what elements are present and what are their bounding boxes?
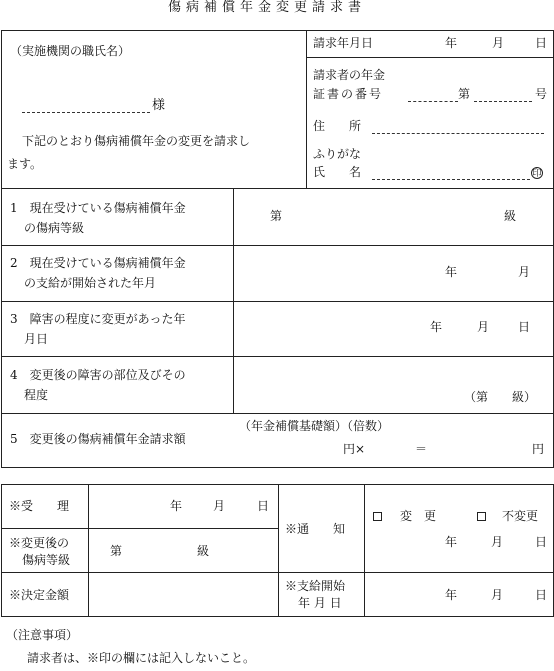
row4-grade[interactable]: （第 級） [464,390,537,404]
sama-label: 様 [152,98,166,113]
row-label-divider [233,188,234,413]
change-label: 変 更 [400,509,437,523]
row1-kyu[interactable]: 級 [504,209,517,223]
row5-subtitle: （年金補償基礎額）（倍数） [239,419,390,433]
row1-label-line1: 1 現在受けている傷病補償年金 [10,201,186,215]
office-label-divider-left [88,484,89,617]
row-line [1,188,554,189]
notice-month[interactable]: 月 [491,535,504,549]
row2-label-line2: の支給が開始された年月 [24,276,157,290]
row-line [1,301,554,302]
request-text-line1: 下記のとおり傷病補償年金の変更を請求し [22,134,251,148]
request-date-day[interactable]: 日 [535,36,548,50]
office-middle-divider [278,484,279,617]
row1-label-line2: の傷病等級 [24,221,85,235]
agency-name-line[interactable] [22,112,150,113]
cert-dai: 第 [458,87,471,101]
cert-label-line1: 請求者の年金 [313,68,386,82]
row3-label-line1: 3 障害の程度に変更があった年 [10,312,186,326]
name-label: 氏 名 [313,165,362,179]
row2-year[interactable]: 年 [445,265,458,279]
row4-label-line2: 程度 [24,388,49,402]
office-label-divider-right [364,484,365,617]
request-date-label: 請求年月日 [313,36,374,50]
new-grade-dai[interactable]: 第 [110,544,123,558]
office-row-line-2 [1,572,554,573]
start-date-label-line1: ※支給開始 [285,579,346,593]
row-line [1,356,554,357]
row5-equals: ＝ [415,442,428,456]
no-change-label: 不変更 [502,509,539,523]
row1-dai[interactable]: 第 [270,209,283,223]
row2-month[interactable]: 月 [518,265,531,279]
start-month[interactable]: 月 [491,588,504,602]
row3-year[interactable]: 年 [430,320,443,334]
request-date-year[interactable]: 年 [445,36,458,50]
received-day[interactable]: 日 [257,499,270,513]
furigana-label: ふりがな [313,147,362,161]
notice-day[interactable]: 日 [535,535,548,549]
seal-icon: 印 [532,169,542,179]
date-row-line [306,57,554,58]
office-row-line-left-1 [1,528,278,529]
cert-number-line-a[interactable] [408,101,458,102]
row2-label-line1: 2 現在受けている傷病補償年金 [10,256,186,270]
row5-yen[interactable]: 円 [532,442,545,456]
no-change-checkbox[interactable] [477,512,486,521]
row3-label-line2: 月日 [24,332,49,346]
row-line [1,413,554,414]
start-day[interactable]: 日 [535,588,548,602]
row3-day[interactable]: 日 [518,320,531,334]
agency-label: （実施機関の職氏名） [10,44,131,58]
address-line[interactable] [372,133,544,134]
request-text-line2: ます。 [7,157,43,171]
cert-label-line2: 証書の番号 [313,87,384,101]
cert-go: 号 [535,87,548,101]
start-date-label-line2: 年 月 日 [298,596,342,610]
received-year[interactable]: 年 [170,499,183,513]
change-checkbox[interactable] [373,512,382,521]
name-line[interactable] [372,179,530,180]
received-month[interactable]: 月 [213,499,226,513]
notice-year[interactable]: 年 [445,535,458,549]
header-divider [306,30,307,188]
notice-label: ※通 知 [285,522,346,536]
row4-label-line1: 4 変更後の障害の部位及びその [10,368,186,382]
address-label: 住 所 [313,119,362,133]
row5-label: 5 変更後の傷病補償年金請求額 [10,432,186,446]
amount-label: ※決定金額 [9,588,70,602]
notes-line1: 請求者は、※印の欄には記入しないこと。 [27,651,256,665]
request-date-month[interactable]: 月 [492,36,505,50]
new-grade-kyu[interactable]: 級 [197,544,210,558]
new-grade-label-line1: ※変更後の [9,536,70,550]
received-label: ※受 理 [9,499,70,513]
start-year[interactable]: 年 [445,588,458,602]
notes-heading: （注意事項） [6,628,79,642]
row5-yen-times[interactable]: 円× [343,442,366,456]
form-title: 傷病補償年金変更請求書 [168,0,367,15]
cert-number-line-b[interactable] [474,101,532,102]
row-line [1,245,554,246]
new-grade-label-line2: 傷病等級 [22,553,71,567]
row3-month[interactable]: 月 [477,320,490,334]
